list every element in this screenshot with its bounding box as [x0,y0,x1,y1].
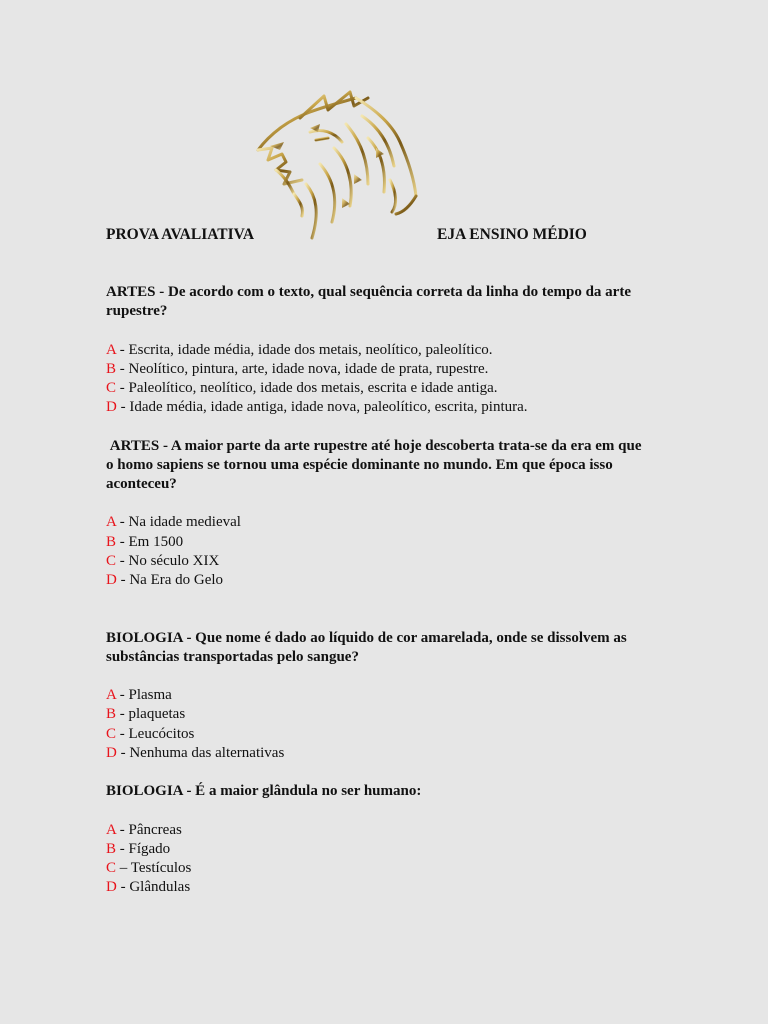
exam-title: PROVA AVALIATIVA [106,226,255,243]
option-c [106,379,646,398]
option-letter: C [106,725,117,742]
option-text: - Pâncreas [116,821,182,838]
option-text: - Escrita, idade média, idade dos metais, neolítico, paleolítico. [116,341,493,358]
option-a [106,686,646,705]
question-block-2 [106,437,646,591]
option-letter: A [106,687,117,704]
option-letter: D [106,744,117,761]
option-text: – Testículos [116,859,192,876]
option-text: - Leucócitos [116,725,195,742]
option-text: - Neolítico, pintura, arte, idade nova, idade de prata, rupestre. [116,360,489,377]
question-block-1 [106,283,646,417]
option-letter: C [106,552,117,569]
option-text: - plaquetas [116,706,186,723]
options-list [106,821,646,898]
option-b [106,360,646,379]
option-b [106,705,646,724]
option-text: - Idade média, idade antiga, idade nova, paleolítico, escrita, pintura. [116,399,528,416]
option-letter: B [106,360,117,377]
option-c [106,725,646,744]
option-text: - Em 1500 [116,533,184,550]
option-d [106,744,646,763]
option-letter: A [106,514,117,531]
option-letter: D [106,399,117,416]
questions-container [106,283,646,897]
options-list [106,341,646,418]
option-text: - No século XIX [116,552,220,569]
option-text: - Na idade medieval [116,514,241,531]
question-text: BIOLOGIA - É a maior glândula no ser humano: [106,783,422,800]
option-text: - Glândulas [116,879,191,896]
option-c [106,552,646,571]
question-text: BIOLOGIA - Que nome é dado ao líquido de cor amarelada, onde se dissolvem as substâncias transportadas pelo sangue? [106,629,627,665]
option-b [106,533,646,552]
option-text: - Paleolítico, neolítico, idade dos metais, escrita e idade antiga. [116,380,498,396]
option-letter: A [106,821,117,838]
option-d [106,878,646,897]
option-b [106,840,646,859]
question-block-4 [106,782,646,897]
option-a [106,341,646,360]
option-letter: C [106,859,117,876]
option-letter: A [106,341,117,358]
option-a [106,821,646,840]
option-letter: D [106,879,117,896]
option-text: - Plasma [116,687,172,704]
option-letter: B [106,706,117,723]
option-letter: B [106,840,117,857]
option-text: - Nenhuma das alternativas [116,744,285,761]
option-letter: D [106,572,117,588]
option-d [106,571,646,590]
lion-head-icon [250,88,426,244]
question-block-3 [106,629,646,763]
options-list [106,513,646,590]
option-text: - Na Era do Gelo [116,572,224,588]
exam-level: EJA ENSINO MÉDIO [437,226,587,243]
option-letter: C [106,380,117,396]
option-d [106,398,646,417]
options-list [106,686,646,763]
option-text: - Fígado [116,840,171,857]
option-a [106,513,646,532]
option-c [106,859,646,878]
option-letter: B [106,533,117,550]
question-text: ARTES - A maior parte da arte rupestre até hoje descoberta trata-se da era em que o homo sapiens se tornou uma espécie dominante no mundo. Em que época isso aconteceu? [106,437,646,492]
question-text: ARTES - De acordo com o texto, qual sequência correta da linha do tempo da arte rupestre? [106,284,631,320]
